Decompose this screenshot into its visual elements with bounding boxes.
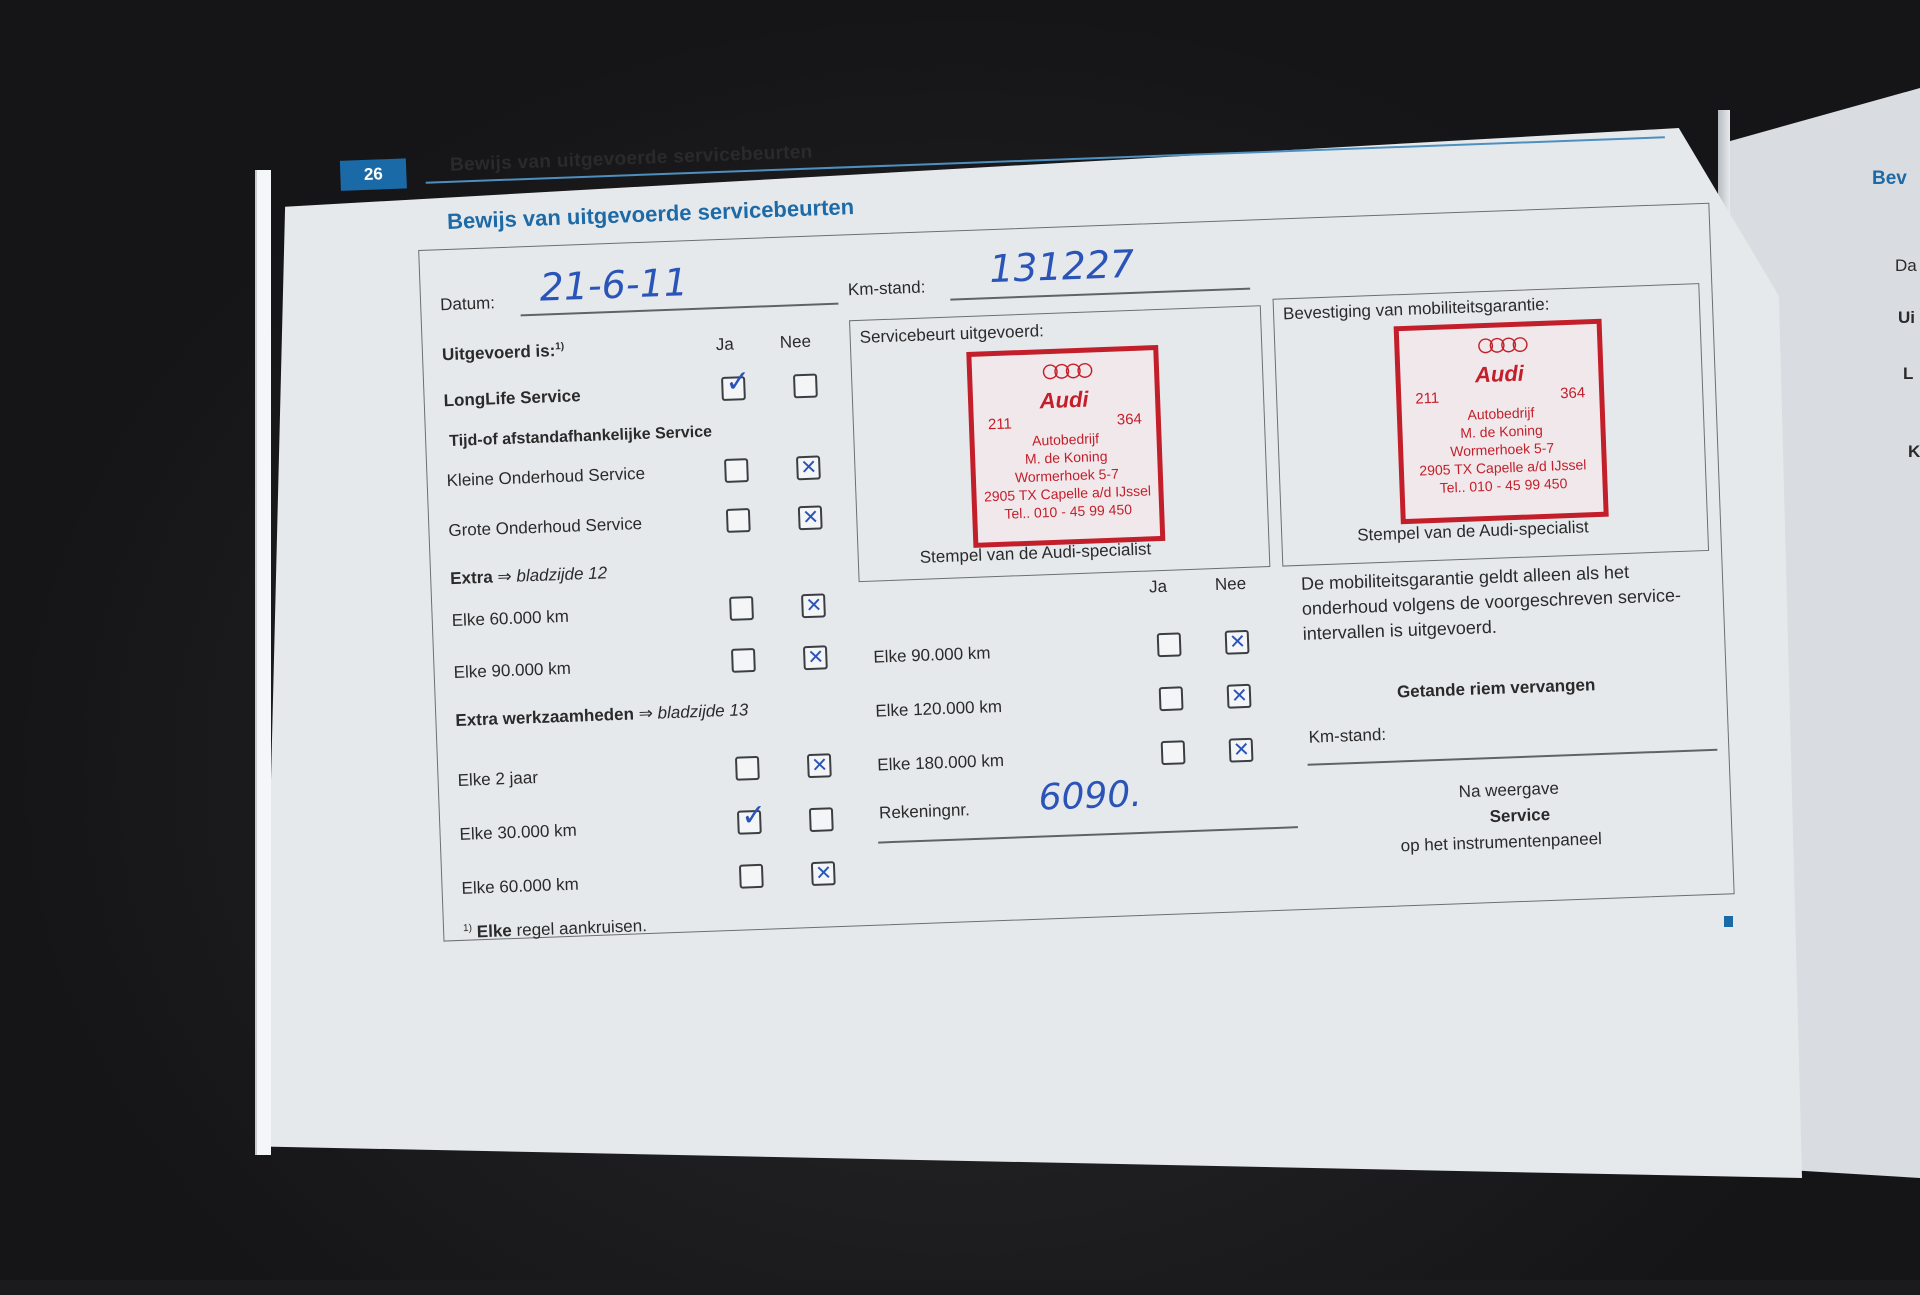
checkbox-nee[interactable] — [1225, 630, 1250, 655]
checkbox-ja[interactable] — [1161, 740, 1186, 765]
footnote-mark: 1) — [462, 922, 473, 935]
stamp-left-code: 211 — [987, 415, 1013, 434]
dealer-stamp — [966, 345, 1165, 548]
stamp-line: Autobedrijf — [1467, 404, 1535, 423]
col-ja-label: Ja — [715, 334, 735, 355]
weergave-line2: Service — [1489, 804, 1551, 827]
checkbox-nee[interactable] — [807, 753, 832, 778]
stamp-line: M. de Koning — [1024, 447, 1108, 467]
mobiliteit-caption: Stempel van de Audi-specialist — [1356, 517, 1589, 545]
row-label: Elke 30.000 km — [459, 820, 578, 844]
row-label: Kleine Onderhoud Service — [446, 463, 646, 491]
checkbox-ja[interactable] — [724, 458, 749, 483]
audi-rings-icon: ○○○○ — [1474, 324, 1523, 365]
extra-text: Extra — [449, 567, 494, 589]
checkbox-ja[interactable] — [1157, 632, 1182, 657]
stamp-line: Tel.. 010 - 45 99 450 — [1004, 501, 1133, 522]
row-label: Elke 2 jaar — [457, 768, 539, 790]
riem-title: Getande riem vervangen — [1396, 675, 1596, 702]
checkbox-ja[interactable] — [721, 376, 746, 401]
right-page-item: Da — [1895, 256, 1917, 275]
uitgevoerd-text: Uitgevoerd is: — [441, 341, 556, 365]
footnote-bold: Elke — [476, 921, 513, 942]
checkbox-ja[interactable] — [726, 508, 751, 533]
row-label: Elke 60.000 km — [451, 606, 570, 631]
checkbox-ja[interactable] — [1159, 686, 1184, 711]
col-nee-label: Nee — [779, 331, 812, 352]
audi-rings-icon: ○○○○ — [1039, 350, 1087, 391]
dealer-stamp — [1394, 319, 1609, 524]
checkbox-nee[interactable] — [809, 807, 834, 832]
stamp-left-code: 211 — [1414, 389, 1440, 408]
servicebeurt-label: Servicebeurt uitgevoerd: — [859, 321, 1045, 347]
right-page-item: K — [1908, 442, 1920, 461]
section-title: Bewijs van uitgevoerde servicebeurten — [446, 194, 855, 234]
checkbox-nee[interactable] — [801, 593, 826, 618]
stamp-line: Tel.. 010 - 45 99 450 — [1439, 475, 1568, 496]
checkbox-nee[interactable] — [803, 645, 828, 670]
checkbox-ja[interactable] — [735, 756, 760, 781]
checkbox-nee[interactable] — [811, 861, 836, 886]
checkbox-nee[interactable] — [1229, 738, 1254, 763]
weergave-line1: Na weergave — [1458, 778, 1560, 802]
datum-value[interactable]: 21-6-11 — [538, 260, 689, 310]
mobiliteit-note: De mobiliteitsgarantie geldt alleen als het onderhoud volgens de voorgeschreven service-intervallen is uitgevoerd. — [1300, 561, 1682, 644]
stamp-line: Wormerhoek 5-7 — [1449, 439, 1555, 460]
right-page-title: Bev — [1872, 168, 1907, 189]
servicebeurt-caption: Stempel van de Audi-specialist — [919, 539, 1152, 567]
mid-col-nee-label: Nee — [1214, 573, 1247, 595]
stamp-line: Wormerhoek 5-7 — [1014, 465, 1120, 486]
checkbox-nee[interactable] — [1227, 684, 1252, 709]
checkbox-nee[interactable] — [793, 374, 818, 399]
mobiliteit-label: Bevestiging van mobiliteitsgarantie: — [1282, 294, 1550, 324]
rekening-label: Rekeningnr. — [878, 800, 971, 823]
mid-row-label: Elke 180.000 km — [877, 750, 1005, 775]
stamp-line: Autobedrijf — [1031, 430, 1100, 449]
subhead-tijd: Tijd-of afstandafhankelijke Service — [448, 423, 713, 451]
running-title: Bewijs van uitgevoerde servicebeurten — [449, 141, 813, 176]
uitgevoerd-footnote: 1) — [554, 341, 565, 353]
mid-col-ja-label: Ja — [1148, 576, 1168, 597]
km-stand-label: Km-stand: — [847, 277, 926, 300]
riem-km-label: Km-stand: — [1308, 724, 1387, 747]
mid-row-label: Elke 90.000 km — [873, 643, 991, 667]
right-page-item: L — [1903, 364, 1914, 383]
page-number: 26 — [340, 158, 407, 190]
stamp-line: 2905 TX Capelle a/d IJssel — [983, 482, 1152, 505]
row-label: Grote Onderhoud Service — [448, 514, 643, 541]
row-label: Elke 60.000 km — [461, 874, 580, 898]
checkbox-ja[interactable] — [739, 864, 764, 889]
extra-werk-ref: bladzijde 13 — [657, 700, 749, 723]
arrow-icon: ⇒ — [638, 703, 654, 724]
end-marker — [1724, 916, 1733, 927]
checkbox-nee[interactable] — [796, 455, 821, 480]
row-label: Elke 90.000 km — [453, 658, 572, 683]
stamp-right-code: 364 — [1559, 384, 1586, 403]
checkbox-nee[interactable] — [798, 505, 823, 530]
km-stand-value[interactable]: 131227 — [988, 241, 1136, 292]
checkbox-ja[interactable] — [731, 648, 756, 673]
footnote-text: regel aankruisen. — [516, 916, 648, 940]
weergave-line3: op het instrumentenpaneel — [1400, 829, 1603, 856]
checkbox-ja[interactable] — [737, 810, 762, 835]
rekening-value[interactable]: 6090. — [1037, 773, 1143, 819]
arrow-icon: ⇒ — [497, 566, 513, 587]
right-page-item: Ui — [1898, 308, 1915, 327]
extra-ref: bladzijde 12 — [516, 563, 608, 586]
stamp-line: 2905 TX Capelle a/d IJssel — [1419, 456, 1587, 479]
checkbox-ja[interactable] — [729, 596, 754, 621]
stamp-brand: Audi — [1039, 386, 1089, 414]
row-label: LongLife Service — [443, 386, 581, 411]
stamp-brand: Audi — [1474, 360, 1525, 388]
mid-row-label: Elke 120.000 km — [875, 696, 1003, 721]
stamp-line: M. de Koning — [1460, 421, 1544, 441]
stamp-right-code: 364 — [1116, 410, 1143, 429]
extra-werk-text: Extra werkzaamheden — [455, 704, 635, 730]
datum-label: Datum: — [439, 293, 496, 315]
